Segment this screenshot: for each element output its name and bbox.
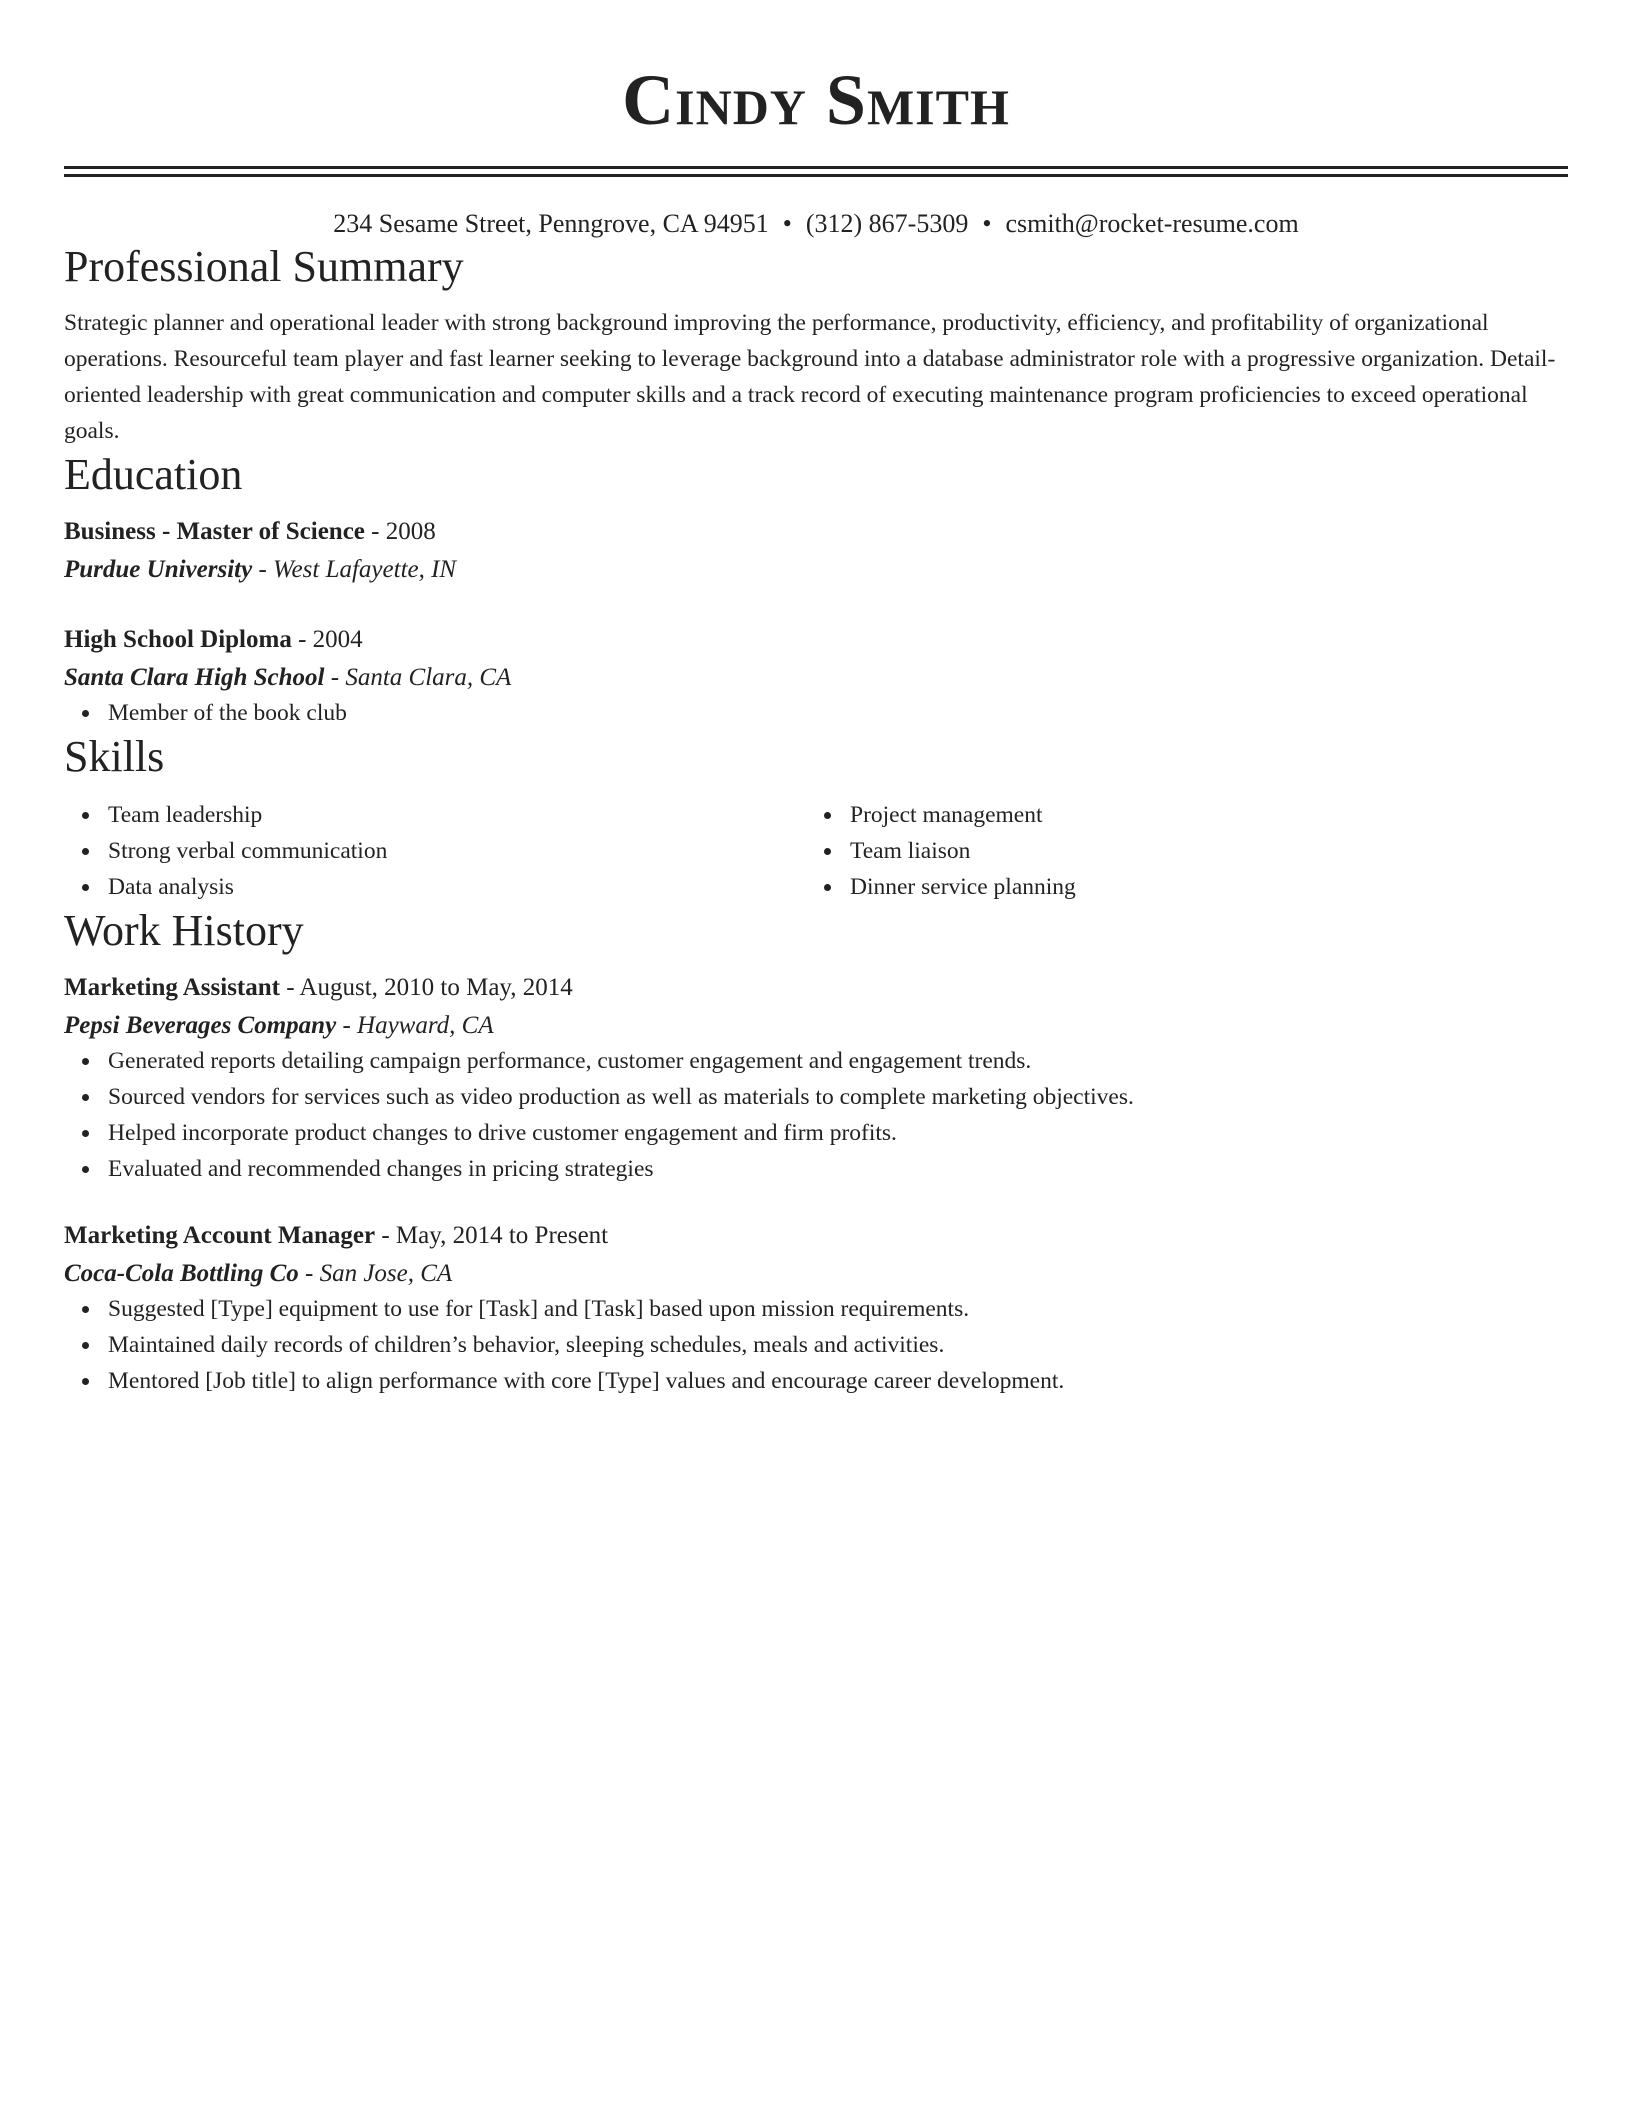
job-location: - Hayward, CA — [336, 1012, 494, 1039]
skills-list — [806, 797, 1548, 905]
education-school: Purdue University — [64, 556, 253, 583]
summary-text: Strategic planner and operational leader with strong background improving the performance, productivity, efficiency, and profitability of organizational operations. Resourceful team player and fast learner seeking to leverage background into a database administrator role with a progressive organization. Detail-oriented leadership with great communication and computer skills and a track record of executing maintenance program proficiencies to exceed operational goals. — [64, 310, 1556, 444]
skill-item: Project management — [850, 797, 1548, 833]
contact-email[interactable]: csmith@rocket-resume.com — [1005, 209, 1299, 238]
job-position: Marketing Assistant — [64, 974, 280, 1001]
contact-separator: • — [782, 209, 792, 238]
job-bullet: Helped incorporate product changes to drive customer engagement and firm profits. — [108, 1115, 1568, 1151]
job-bullet: Maintained daily records of children’s behavior, sleeping schedules, meals and activities. — [108, 1327, 1568, 1363]
skill-item: Dinner service planning — [850, 869, 1548, 905]
skills-column-right — [806, 797, 1548, 905]
job-title-line — [64, 1219, 1568, 1253]
job-company-line — [64, 1257, 1568, 1291]
skills-heading: Skills — [64, 732, 165, 781]
education-degree-line — [64, 515, 1568, 549]
education-degree-line — [64, 623, 1568, 657]
education-entry — [64, 623, 1568, 731]
job-company-line — [64, 1009, 1568, 1043]
education-entry — [64, 515, 1568, 587]
job-bullet: Mentored [Job title] to align performance with core [Type] values and encourage career development. — [108, 1363, 1568, 1399]
job-dates: - August, 2010 to May, 2014 — [279, 974, 573, 1001]
job-bullet: Suggested [Type] equipment to use for [Task] and [Task] based upon mission requirements. — [108, 1291, 1568, 1327]
education-bullet: Member of the book club — [108, 695, 1568, 731]
skills-column-left — [64, 797, 806, 905]
skill-item: Data analysis — [108, 869, 806, 905]
education-bullet-list — [64, 695, 1568, 731]
job-company: Coca-Cola Bottling Co — [64, 1260, 299, 1287]
education-school: Santa Clara High School — [64, 664, 325, 691]
education-location: - Santa Clara, CA — [324, 664, 512, 691]
education-degree: Business - Master of Science — [64, 518, 365, 545]
job-entry — [64, 971, 1568, 1187]
education-school-line — [64, 553, 1568, 587]
job-location: - San Jose, CA — [298, 1260, 453, 1287]
contact-address: 234 Sesame Street, Penngrove, CA 94951 — [333, 209, 769, 238]
job-bullet-list — [64, 1043, 1568, 1187]
job-bullet-list — [64, 1291, 1568, 1399]
skill-item: Team leadership — [108, 797, 806, 833]
job-dates: - May, 2014 to Present — [375, 1222, 609, 1249]
job-title-line — [64, 971, 1568, 1005]
contact-phone: (312) 867-5309 — [805, 209, 969, 238]
skills-grid — [64, 797, 1568, 905]
job-company: Pepsi Beverages Company — [64, 1012, 337, 1039]
education-heading: Education — [64, 450, 243, 499]
job-entry — [64, 1219, 1568, 1399]
job-bullet: Generated reports detailing campaign performance, customer engagement and engagement trends. — [108, 1043, 1568, 1079]
skill-item: Strong verbal communication — [108, 833, 806, 869]
skill-item: Team liaison — [850, 833, 1548, 869]
education-degree: High School Diploma — [64, 626, 292, 653]
education-location: - West Lafayette, IN — [252, 556, 457, 583]
education-year: - 2004 — [291, 626, 363, 653]
contact-line — [64, 207, 1568, 241]
header-double-rule — [64, 166, 1568, 177]
education-school-line — [64, 661, 1568, 695]
job-bullet: Sourced vendors for services such as video production as well as materials to complete marketing objectives. — [108, 1079, 1568, 1115]
candidate-name: Cindy Smith — [622, 60, 1010, 140]
work-history-heading: Work History — [64, 906, 304, 955]
job-bullet: Evaluated and recommended changes in pricing strategies — [108, 1151, 1568, 1187]
contact-separator: • — [982, 209, 992, 238]
education-year: - 2008 — [364, 518, 436, 545]
summary-heading: Professional Summary — [64, 242, 464, 291]
skills-list — [64, 797, 806, 905]
job-position: Marketing Account Manager — [64, 1222, 376, 1249]
